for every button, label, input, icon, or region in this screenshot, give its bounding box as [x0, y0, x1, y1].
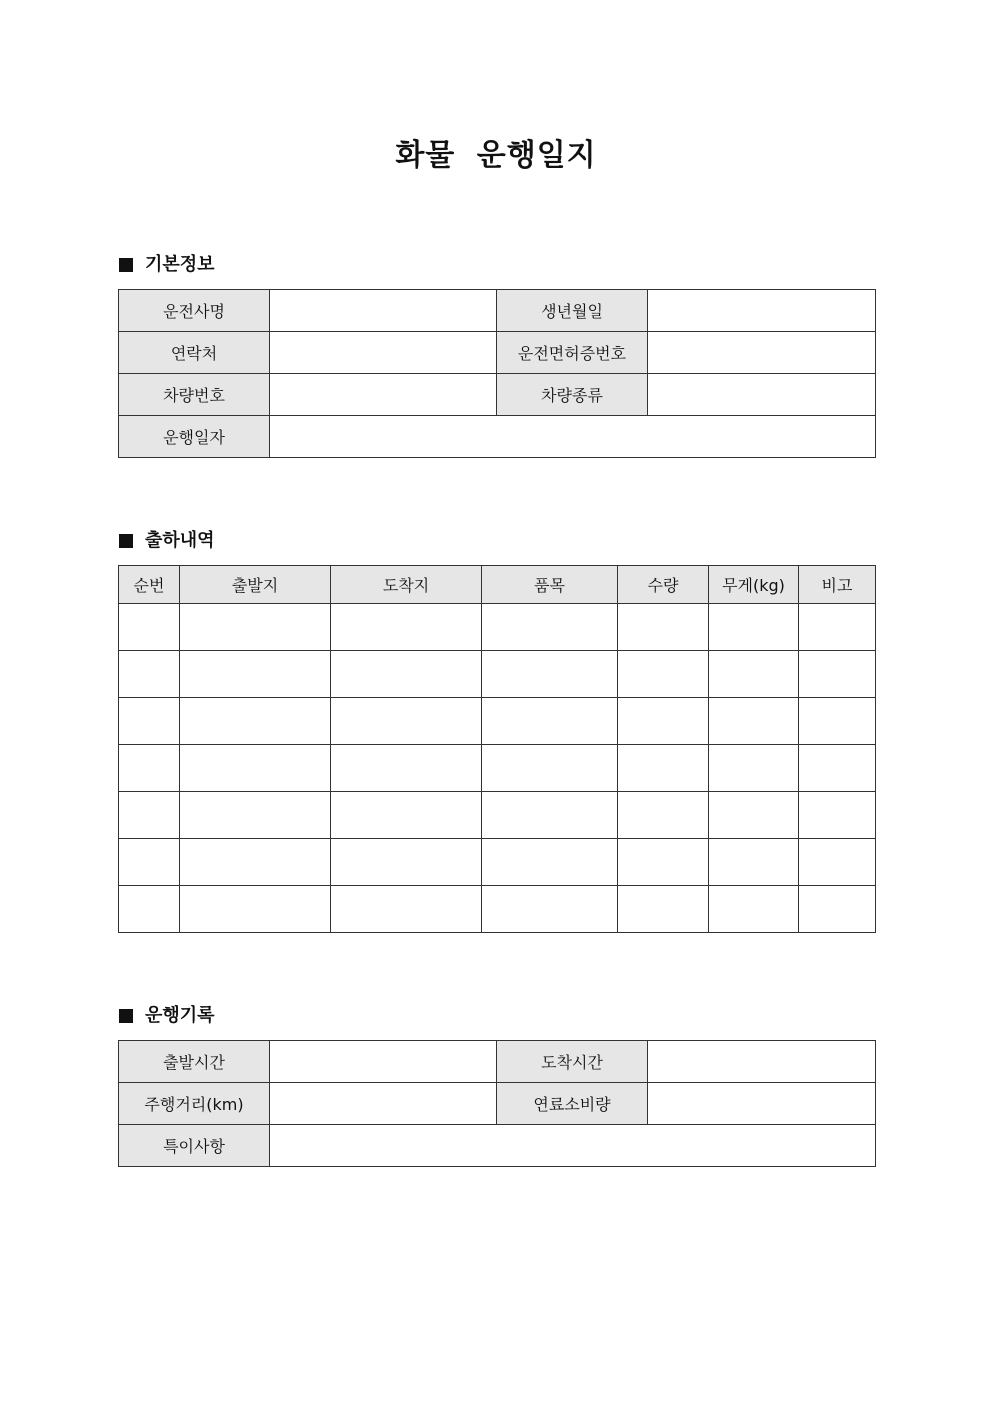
column-header-quantity: 수량 [618, 566, 709, 604]
departure-time-label: 출발시간 [119, 1041, 270, 1083]
table-cell[interactable] [482, 651, 618, 698]
table-cell[interactable] [331, 839, 482, 886]
departure-time-field[interactable] [270, 1041, 497, 1083]
table-cell[interactable] [799, 698, 876, 745]
remarks-field[interactable] [270, 1125, 876, 1167]
table-cell[interactable] [482, 745, 618, 792]
table-cell[interactable] [618, 839, 709, 886]
arrival-time-field[interactable] [648, 1041, 876, 1083]
birth-date-field[interactable] [648, 290, 876, 332]
table-cell[interactable] [119, 745, 180, 792]
section-heading-basic [119, 253, 215, 277]
column-header-origin: 출발지 [180, 566, 331, 604]
table-cell[interactable] [709, 698, 799, 745]
table-cell[interactable] [331, 698, 482, 745]
table-cell[interactable] [799, 839, 876, 886]
table-row [119, 1125, 876, 1167]
table-cell[interactable] [180, 745, 331, 792]
table-row [119, 745, 876, 792]
table-cell[interactable] [331, 604, 482, 651]
contact-field[interactable] [270, 332, 497, 374]
column-header-item: 품목 [482, 566, 618, 604]
table-cell[interactable] [331, 745, 482, 792]
table-cell[interactable] [799, 651, 876, 698]
table-cell[interactable] [709, 651, 799, 698]
square-bullet-icon [119, 1009, 133, 1023]
arrival-time-label: 도착시간 [497, 1041, 648, 1083]
table-cell[interactable] [618, 886, 709, 933]
vehicle-type-label: 차량종류 [497, 374, 648, 416]
column-header-destination: 도착지 [331, 566, 482, 604]
table-row [119, 698, 876, 745]
section-heading-label: 출하내역 [145, 530, 215, 551]
table-header-row [119, 566, 876, 604]
table-row [119, 886, 876, 933]
table-cell[interactable] [709, 886, 799, 933]
driver-name-field[interactable] [270, 290, 497, 332]
contact-label: 연락처 [119, 332, 270, 374]
table-cell[interactable] [618, 651, 709, 698]
table-cell[interactable] [709, 839, 799, 886]
table-cell[interactable] [482, 698, 618, 745]
table-cell[interactable] [482, 886, 618, 933]
table-cell[interactable] [119, 792, 180, 839]
table-row [119, 792, 876, 839]
distance-label: 주행거리(km) [119, 1083, 270, 1125]
vehicle-number-label: 차량번호 [119, 374, 270, 416]
fuel-consumption-label: 연료소비량 [497, 1083, 648, 1125]
vehicle-number-field[interactable] [270, 374, 497, 416]
table-row [119, 651, 876, 698]
table-cell[interactable] [119, 698, 180, 745]
table-cell[interactable] [180, 651, 331, 698]
distance-field[interactable] [270, 1083, 497, 1125]
table-cell[interactable] [482, 839, 618, 886]
square-bullet-icon [119, 534, 133, 548]
table-cell[interactable] [119, 839, 180, 886]
table-cell[interactable] [180, 698, 331, 745]
table-cell[interactable] [709, 604, 799, 651]
table-cell[interactable] [618, 604, 709, 651]
license-number-field[interactable] [648, 332, 876, 374]
table-cell[interactable] [799, 745, 876, 792]
table-cell[interactable] [799, 792, 876, 839]
section-heading-shipment [119, 529, 215, 553]
table-cell[interactable] [331, 792, 482, 839]
square-bullet-icon [119, 258, 133, 272]
driving-record-table [118, 1040, 876, 1167]
column-header-weight: 무게(kg) [709, 566, 799, 604]
table-cell[interactable] [180, 839, 331, 886]
driver-name-label: 운전사명 [119, 290, 270, 332]
section-heading-label: 운행기록 [145, 1005, 215, 1026]
table-cell[interactable] [331, 886, 482, 933]
table-row [119, 290, 876, 332]
table-cell[interactable] [799, 886, 876, 933]
table-cell[interactable] [482, 604, 618, 651]
table-row [119, 604, 876, 651]
table-cell[interactable] [180, 604, 331, 651]
table-row [119, 839, 876, 886]
table-cell[interactable] [618, 792, 709, 839]
page-title: 화물 운행일지 [395, 138, 597, 173]
license-number-label: 운전면허증번호 [497, 332, 648, 374]
column-header-seq: 순번 [119, 566, 180, 604]
fuel-consumption-field[interactable] [648, 1083, 876, 1125]
table-cell[interactable] [709, 745, 799, 792]
section-heading-label: 기본정보 [145, 254, 215, 275]
vehicle-type-field[interactable] [648, 374, 876, 416]
remarks-label: 특이사항 [119, 1125, 270, 1167]
table-row [119, 1041, 876, 1083]
table-cell[interactable] [331, 651, 482, 698]
basic-info-table [118, 289, 876, 458]
table-cell[interactable] [618, 745, 709, 792]
table-cell[interactable] [618, 698, 709, 745]
table-row [119, 416, 876, 458]
table-cell[interactable] [119, 604, 180, 651]
table-cell[interactable] [119, 886, 180, 933]
driving-date-label: 운행일자 [119, 416, 270, 458]
driving-date-field[interactable] [270, 416, 876, 458]
table-cell[interactable] [180, 792, 331, 839]
shipment-table [118, 565, 876, 933]
table-cell[interactable] [482, 792, 618, 839]
table-cell[interactable] [799, 604, 876, 651]
column-header-remarks: 비고 [799, 566, 876, 604]
table-row [119, 374, 876, 416]
table-row [119, 332, 876, 374]
table-row [119, 1083, 876, 1125]
table-cell[interactable] [119, 651, 180, 698]
table-cell[interactable] [709, 792, 799, 839]
table-cell[interactable] [180, 886, 331, 933]
birth-date-label: 생년월일 [497, 290, 648, 332]
section-heading-driving [119, 1004, 215, 1028]
